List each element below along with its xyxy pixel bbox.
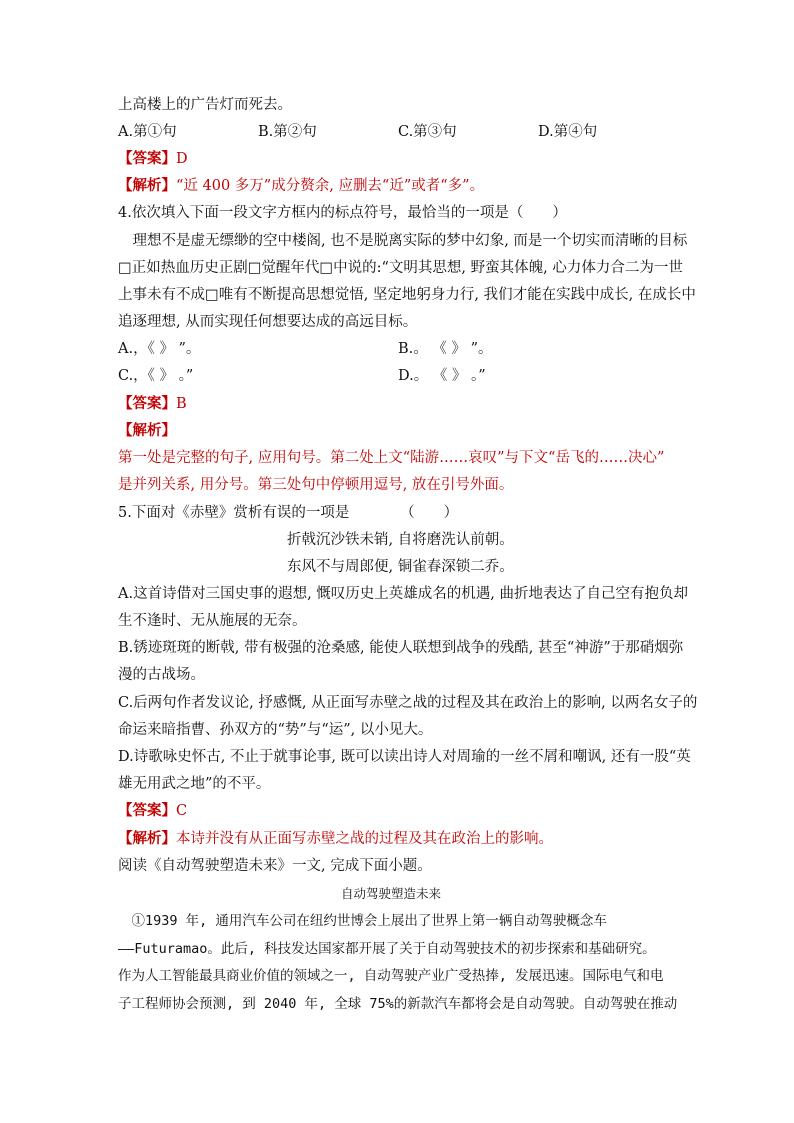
- q4-analysis-line: 第一处是完整的句子, 应用句号。第二处上文“陆游……哀叹”与下文“岳飞的……决心”: [118, 450, 665, 466]
- analysis-tag: 【解析】: [118, 830, 176, 847]
- q4-option-a: A.，《 》 ”。: [118, 341, 201, 357]
- q5-option-c-cont: 命运来暗指曹、孙双方的“势”与“运”, 以小见大。: [118, 722, 433, 738]
- q5-stem: 5.下面对《赤壁》赏析有误的一项是 （ ）: [118, 505, 459, 521]
- q5-poem-line: 东风不与周郎便, 铜雀春深锁二乔。: [287, 559, 514, 575]
- article-title: 自动驾驶塑造未来: [341, 886, 442, 901]
- q5-option-a: A.这首诗借对三国史事的遐想, 慨叹历史上英雄成名的机遇, 曲折地表达了自己空有抱负却: [118, 586, 689, 602]
- analysis-tag: 【解析】: [118, 422, 176, 439]
- q4-answer-line: [118, 394, 187, 414]
- q5-option-b-cont: 漫的古战场。: [118, 667, 205, 683]
- answer-tag: 【答案】: [118, 802, 176, 819]
- q5-poem-line: 折戟沉沙铁未销, 自将磨洗认前朝。: [287, 532, 514, 548]
- q4-analysis-line: 是并列关系, 用分号。第三处句中停顿用逗号, 放在引号外面。: [118, 477, 514, 493]
- q5-option-a-cont: 生不逢时、无从施展的无奈。: [118, 613, 307, 629]
- q3-stem-tail: 上高楼上的广告灯而死去。: [118, 97, 292, 113]
- q4-option-d: D.。 《 》 。”: [398, 368, 486, 384]
- q3-option-c: C.第③句: [398, 124, 457, 140]
- article-line: 作为人工智能最具商业价值的领域之一, 自动驾驶产业广受热捧, 发展迅速。国际电气和电: [118, 968, 664, 984]
- q3-option-b: B.第②句: [258, 124, 317, 140]
- q5-option-c: C.后两句作者发议论, 抒感慨, 从正面写赤壁之战的过程及其在政治上的影响, 以两名女子的: [118, 695, 698, 711]
- answer-tag: 【答案】: [118, 150, 176, 167]
- q3-answer: D: [176, 151, 188, 167]
- q5-answer: C: [176, 803, 188, 819]
- article-line: ①1939 年, 通用汽车公司在纽约世博会上展出了世界上第一辆自动驾驶概念车: [118, 913, 607, 929]
- article-line: 子工程师协会预测, 到 2040 年, 全球 75%的新款汽车都将会是自动驾驶。自动驾驶在推动: [118, 996, 678, 1012]
- article-line: ——Futuramao。此后, 科技发达国家都开展了关于自动驾驶技术的初步探索和基础研究。: [118, 941, 656, 957]
- q5-analysis-line: [118, 829, 553, 849]
- q5-option-b: B.锈迹斑斑的断戟, 带有极强的沧桑感, 能使人联想到战争的残酷, 甚至“神游”于那硝烟弥: [118, 640, 684, 656]
- q3-analysis: “近 400 多万”成分赘余, 应删去“近”或者“多”。: [176, 178, 485, 194]
- q4-para-line: 追逐理想, 从而实现任何想要达成的高远目标。: [118, 314, 418, 330]
- q5-option-d-cont: 雄无用武之地”的不平。: [118, 776, 271, 792]
- q5-option-d: D.诗歌咏史怀古, 不止于就事论事, 既可以读出诗人对周瑜的一丝不屑和嘲讽, 还有一股“英: [118, 749, 691, 765]
- q5-answer-line: [118, 801, 187, 821]
- analysis-tag: 【解析】: [118, 177, 176, 194]
- q4-para-line: 理想不是虚无缥缈的空中楼阁, 也不是脱离实际的梦中幻象, 而是一个切实而清晰的目标: [118, 233, 688, 249]
- q4-stem: 4.依次填入下面一段文字方框内的标点符号，最恰当的一项是（ ）: [118, 205, 567, 221]
- q4-para-line: 上事未有不成□唯有不断提高思想觉悟, 坚定地躬身力行, 我们才能在实践中成长, 在成长中: [118, 287, 696, 303]
- q4-option-c: C.，《 》 。”: [118, 368, 194, 384]
- q3-analysis-line: [118, 176, 484, 196]
- reading-intro: 阅读《自动驾驶塑造未来》一文, 完成下面小题。: [118, 858, 432, 874]
- q4-analysis-tag: [118, 421, 176, 441]
- q5-analysis: 本诗并没有从正面写赤壁之战的过程及其在政治上的影响。: [176, 831, 553, 847]
- q3-option-a: A.第①句: [118, 124, 177, 140]
- answer-tag: 【答案】: [118, 395, 176, 412]
- q4-option-b: B.。 《 》 ”。: [398, 341, 493, 357]
- q3-answer-line: [118, 149, 188, 169]
- q3-option-d: D.第④句: [538, 124, 598, 140]
- q4-para-line: □正如热血历史正剧□觉醒年代□中说的:“文明其思想, 野蛮其体魄, 心力体力合二为一世: [118, 260, 683, 276]
- q4-answer: B: [176, 396, 187, 412]
